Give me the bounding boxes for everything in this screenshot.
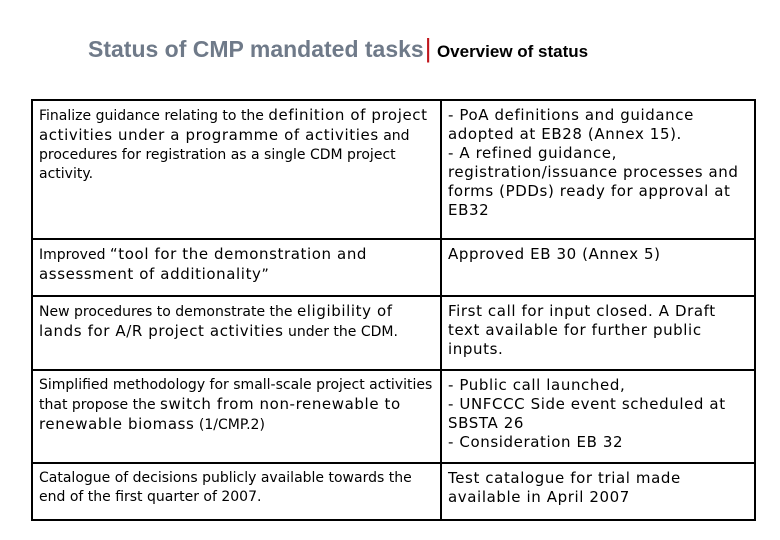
table-row <box>32 463 755 520</box>
task-cell: Improved “tool for the demonstration and assessment of additionality” <box>32 239 441 296</box>
status-table <box>31 99 756 521</box>
task-cell: New procedures to demonstrate the eligibility of lands for A/R project activities under the CDM. <box>32 296 441 370</box>
title-main: Status of CMP mandated tasks <box>88 36 424 62</box>
title-subtitle: Overview of status <box>436 42 589 61</box>
status-cell: Approved EB 30 (Annex 5) <box>441 239 755 296</box>
task-cell: Catalogue of decisions publicly available towards the end of the first quarter of 2007. <box>32 463 441 520</box>
page-title <box>88 33 588 64</box>
task-cell: Simplified methodology for small-scale project activities that propose the switch from non-renewable to renewable biomass (1/CMP.2) <box>32 370 441 463</box>
table-row <box>32 370 755 463</box>
title-separator: | <box>424 33 432 63</box>
status-cell: - Public call launched, - UNFCCC Side event scheduled at SBSTA 26 - Consideration EB 32 <box>441 370 755 463</box>
table-row <box>32 296 755 370</box>
status-cell: Test catalogue for trial made available in April 2007 <box>441 463 755 520</box>
table-row <box>32 239 755 296</box>
task-cell: Finalize guidance relating to the definition of project activities under a programme of activities and procedures for registration as a single CDM project activity. <box>32 100 441 239</box>
status-cell: - PoA definitions and guidance adopted at EB28 (Annex 15). - A refined guidance, registration/issuance processes and forms (PDDs) ready for approval at EB32 <box>441 100 755 239</box>
table-row <box>32 100 755 239</box>
status-cell: First call for input closed. A Draft text available for further public inputs. <box>441 296 755 370</box>
